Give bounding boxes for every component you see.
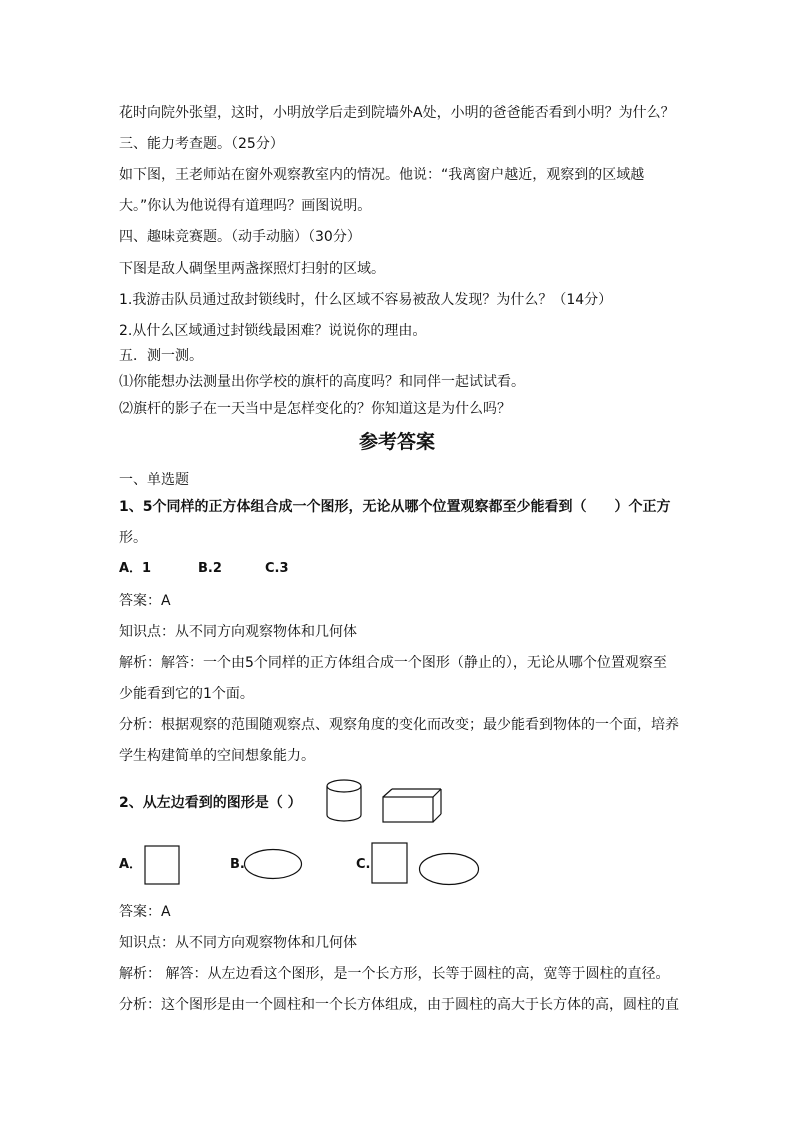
cuboid-figure xyxy=(382,788,444,824)
answer-2-explanation: 解析： 解答：从左边看这个图形，是一个长方形，长等于圆柱的高，宽等于圆柱的直径。 xyxy=(119,966,670,982)
answer-1-explanation-line-1: 解析：解答：一个由5个同样的正方体组合成一个图形（静止的），无论从哪个位置观察至 xyxy=(119,655,667,671)
answer-1-analysis-line-1: 分析：根据观察的范围随观察点、观察角度的变化而改变；最少能看到物体的一个面，培养 xyxy=(119,717,679,733)
answer-2-option-a: A． xyxy=(119,857,143,872)
answer-2-option-b: B. xyxy=(230,857,245,872)
answer-2-question: 2、从左边看到的图形是（ ） xyxy=(119,795,302,811)
section-3-text-line-2: 大。”你认为他说得有道理吗？画图说明。 xyxy=(119,198,372,214)
answers-title: 参考答案 xyxy=(358,431,435,453)
section-4-title: 四、趣味竞赛题。（动手动脑）（30分） xyxy=(119,229,361,245)
answer-1-analysis-line-2: 学生构建简单的空间想象能力。 xyxy=(119,748,315,764)
section-5-question-2: ⑵旗杆的影子在一天当中是怎样变化的？你知道这是为什么吗？ xyxy=(119,401,511,417)
answer-1-question-line-2: 形。 xyxy=(119,530,147,546)
answer-2-answer: 答案：A xyxy=(119,904,171,920)
answer-1-option-a: A．1 xyxy=(119,561,152,576)
option-c-rectangle xyxy=(371,842,408,884)
answers-section-title: 一、单选题 xyxy=(119,472,189,488)
section-5-title: 五．测一测。 xyxy=(119,348,203,364)
answer-1-option-b: B.2 xyxy=(198,561,222,576)
section-3-title: 三、能力考查题。（25分） xyxy=(119,136,284,152)
answer-1-explanation-line-2: 少能看到它的1个面。 xyxy=(119,686,254,702)
section-4-text: 下图是敌人碉堡里两盏探照灯扫射的区域。 xyxy=(119,261,385,277)
cylinder-figure xyxy=(324,778,364,823)
option-b-ellipse xyxy=(243,848,303,880)
answer-2-analysis: 分析：这个图形是由一个圆柱和一个长方体组成，由于圆柱的高大于长方体的高，圆柱的直 xyxy=(119,997,679,1013)
answer-2-option-c: C. xyxy=(356,857,371,872)
answer-1-answer: 答案：A xyxy=(119,593,171,609)
option-a-rectangle xyxy=(144,845,180,885)
question-continuation: 花时向院外张望，这时，小明放学后走到院墙外A处，小明的爸爸能否看到小明？为什么？ xyxy=(119,105,675,121)
section-4-question-1: 1.我游击队员通过敌封锁线时，什么区域不容易被敌人发现？为什么？（14分） xyxy=(119,292,613,308)
answer-1-question-line-1: 1、5个同样的正方体组合成一个图形，无论从哪个位置观察都至少能看到（ ）个正方 xyxy=(119,499,671,515)
section-5-question-1: ⑴你能想办法测量出你学校的旗杆的高度吗？和同伴一起试试看。 xyxy=(119,374,525,390)
section-4-question-2: 2.从什么区域通过封锁线最困难？说说你的理由。 xyxy=(119,323,427,339)
answer-2-knowledge-point: 知识点：从不同方向观察物体和几何体 xyxy=(119,935,357,951)
answer-1-knowledge-point: 知识点：从不同方向观察物体和几何体 xyxy=(119,624,357,640)
section-3-text-line-1: 如下图，王老师站在窗外观察教室内的情况。他说：“我离窗户越近，观察到的区域越 xyxy=(119,167,645,183)
option-c-ellipse xyxy=(418,852,480,886)
answer-1-option-c: C.3 xyxy=(265,561,289,576)
